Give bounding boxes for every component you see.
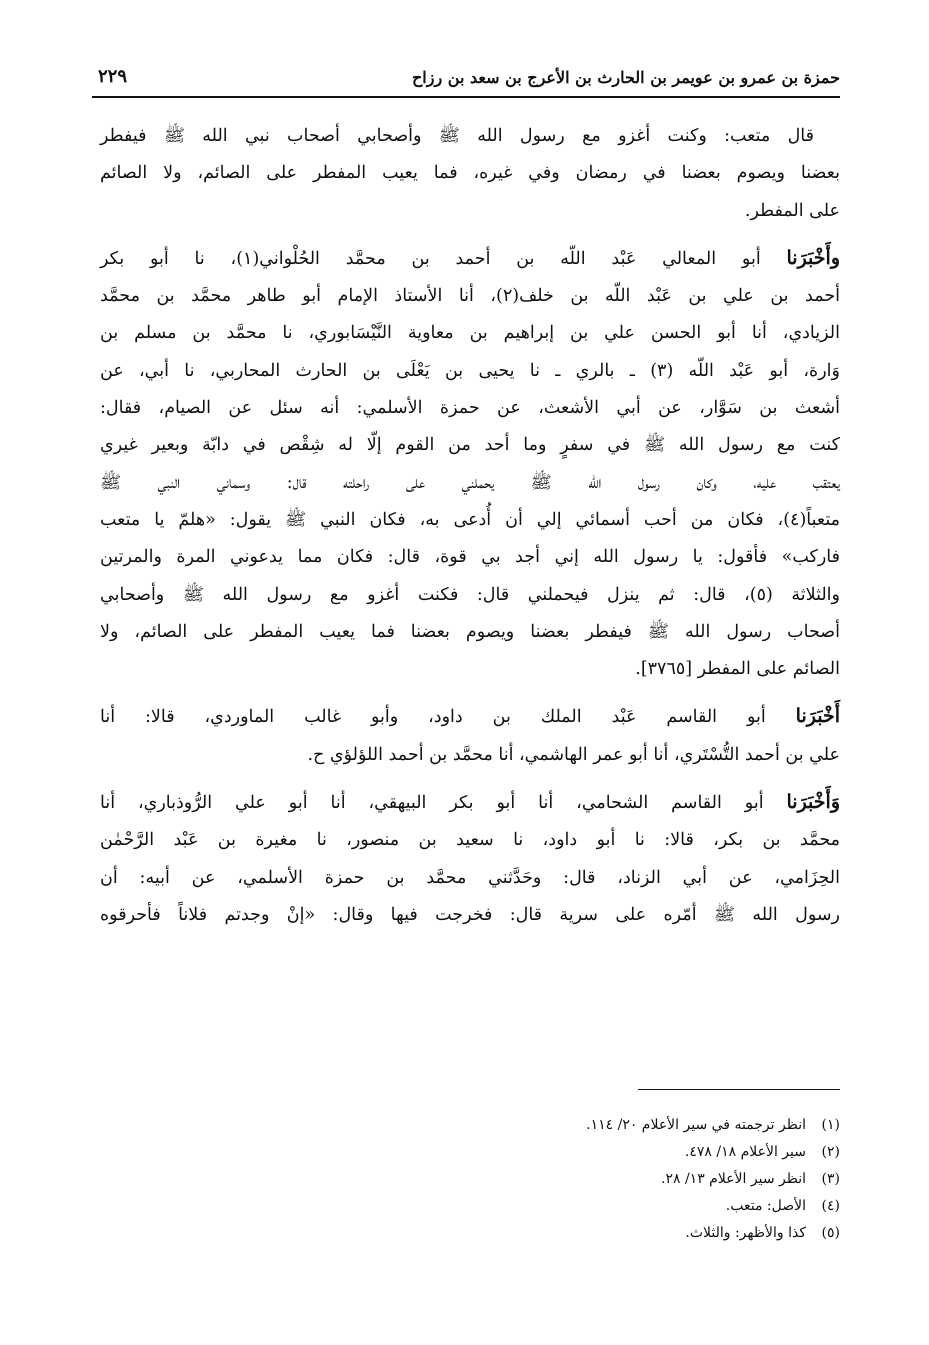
text-line: وَارة، أبو عَبْد اللّه (٣) ـ بالري ـ نا يحيى بن يَعْلَى بن الحارث المحاربي، نا أبي، عن (100, 360, 840, 381)
lead-word: وَأَخْبَرَنا (786, 791, 840, 814)
text-span: أبو المعالي عَبْد اللّه بن أحمد بن محمَّد الحُلْواني(١)، نا أبو بكر (100, 248, 787, 269)
text-line: فاركب» فأقول: يا رسول الله إني أجد بي قوة، قال: فكان مما يدعوني المرة والمرتين (100, 547, 840, 568)
footnote-text: انظر ترجمته في سير الأعلام ٢٠/ ١١٤. (586, 1117, 806, 1133)
paragraph (100, 698, 840, 774)
page-header (92, 58, 840, 98)
paragraph (100, 784, 840, 934)
footnote-number: (٣) (821, 1171, 840, 1187)
footnote (400, 1139, 840, 1166)
footnote-number: (٥) (821, 1225, 840, 1241)
text-line (100, 240, 840, 278)
text-line: الحِزَامي، عن أبي الزناد، قال: وحَدَّثني محمَّد بن حمزة الأسلمي، عن أبيه: أن (100, 867, 840, 888)
footnote-text: كذا والأظهر: والثلاث. (685, 1225, 806, 1241)
running-title: حمزة بن عمرو بن عويمر بن الحارث بن الأعرج بن سعد بن رزاح (411, 68, 840, 87)
page-number: ٢٢٩ (98, 66, 128, 87)
text-line: علي بن أحمد التُّسْتَري، أنا أبو عمر الهاشمي، أنا محمَّد بن أحمد اللؤلؤي ح. (307, 744, 840, 765)
text-span: أبو القاسم عَبْد الملك بن داود، وأبو غالب الماوردي، قالا: أنا (100, 707, 796, 728)
footnote (400, 1193, 840, 1220)
text-line: بعضنا ويصوم بعضنا في رمضان وفي غيره، فما يعيب المفطر على الصائم، ولا الصائم (100, 163, 840, 184)
text-line: يعتقب عليه، وكان رسول الله ﷺ يحملني على راحلته قال: وسماني النبي ﷺ (100, 472, 840, 493)
text-line: محمَّد بن بكر، قالا: نا أبو داود، نا سعيد بن منصور، نا مغيرة بن عَبْد الرَّحْمٰن (100, 830, 840, 851)
text-line: على المفطر. (744, 200, 840, 221)
paragraph (100, 240, 840, 689)
text-line (100, 784, 840, 822)
text-line: كنت مع رسول الله ﷺ في سفرٍ وما أحد من القوم إلّا له شِقْص في دابّة وبعير غيري (100, 435, 840, 456)
text-line: الصائم على المفطر [٣٧٦٥]. (635, 659, 840, 680)
footnotes (400, 1112, 840, 1247)
footnote (400, 1220, 840, 1247)
text-line: أشعث بن سَوَّار، عن أبي الأشعث، عن حمزة الأسلمي: أنه سئل عن الصيام، فقال: (100, 398, 840, 419)
footnote-text: الأصل: متعب. (725, 1198, 806, 1214)
footnote-number: (١) (821, 1117, 840, 1133)
text-line: قال متعب: وكنت أغزو مع رسول الله ﷺ وأصحابي أصحاب نبي الله ﷺ فيفطر (100, 126, 814, 146)
lead-word: وأَخْبَرَنا (786, 246, 840, 269)
text-line: الزيادي، أنا أبو الحسن علي بن إبراهيم بن معاوية النَّيْسَابوري، نا محمَّد بن مسلم بن (100, 323, 840, 344)
footnote (400, 1112, 840, 1139)
paragraph (100, 118, 840, 230)
text-line (100, 698, 840, 736)
text-span: أبو القاسم الشحامي، أنا أبو بكر البيهقي، أنا أبو علي الرُّوذباري، أنا (100, 793, 787, 814)
text-line: أحمد بن علي بن عَبْد اللّه بن خلف(٢)، أنا الأستاذ الإمام أبو طاهر محمَّد بن محمَّد (100, 286, 840, 307)
footnote (400, 1166, 840, 1193)
main-text (100, 118, 840, 944)
text-line: رسول الله ﷺ أمّره على سرية قال: فخرجت فيها وقال: «إنْ وجدتم فلاناً فأحرقوه (100, 904, 840, 925)
footnote-text: سير الأعلام ١٨/ ٤٧٨. (684, 1144, 806, 1160)
text-line: والثلاثة (٥)، قال: ثم ينزل فيحملني قال: فكنت أغزو مع رسول الله ﷺ وأصحابي (100, 584, 840, 605)
lead-word: أَخْبَرَنا (795, 705, 840, 728)
footnote-number: (٢) (821, 1144, 840, 1160)
text-line: متعباً(٤)، فكان من أحب أسمائي إلي أن أُدعى به، فكان النبي ﷺ يقول: «هلمّ يا متعب (100, 509, 840, 530)
footnote-text: انظر سير الأعلام ١٣/ ٢٨. (661, 1171, 806, 1187)
footnote-divider (638, 1089, 840, 1090)
footnote-number: (٤) (821, 1198, 840, 1214)
text-line: أصحاب رسول الله ﷺ فيفطر بعضنا ويصوم بعضنا فما يعيب المفطر على الصائم، ولا (100, 621, 840, 642)
